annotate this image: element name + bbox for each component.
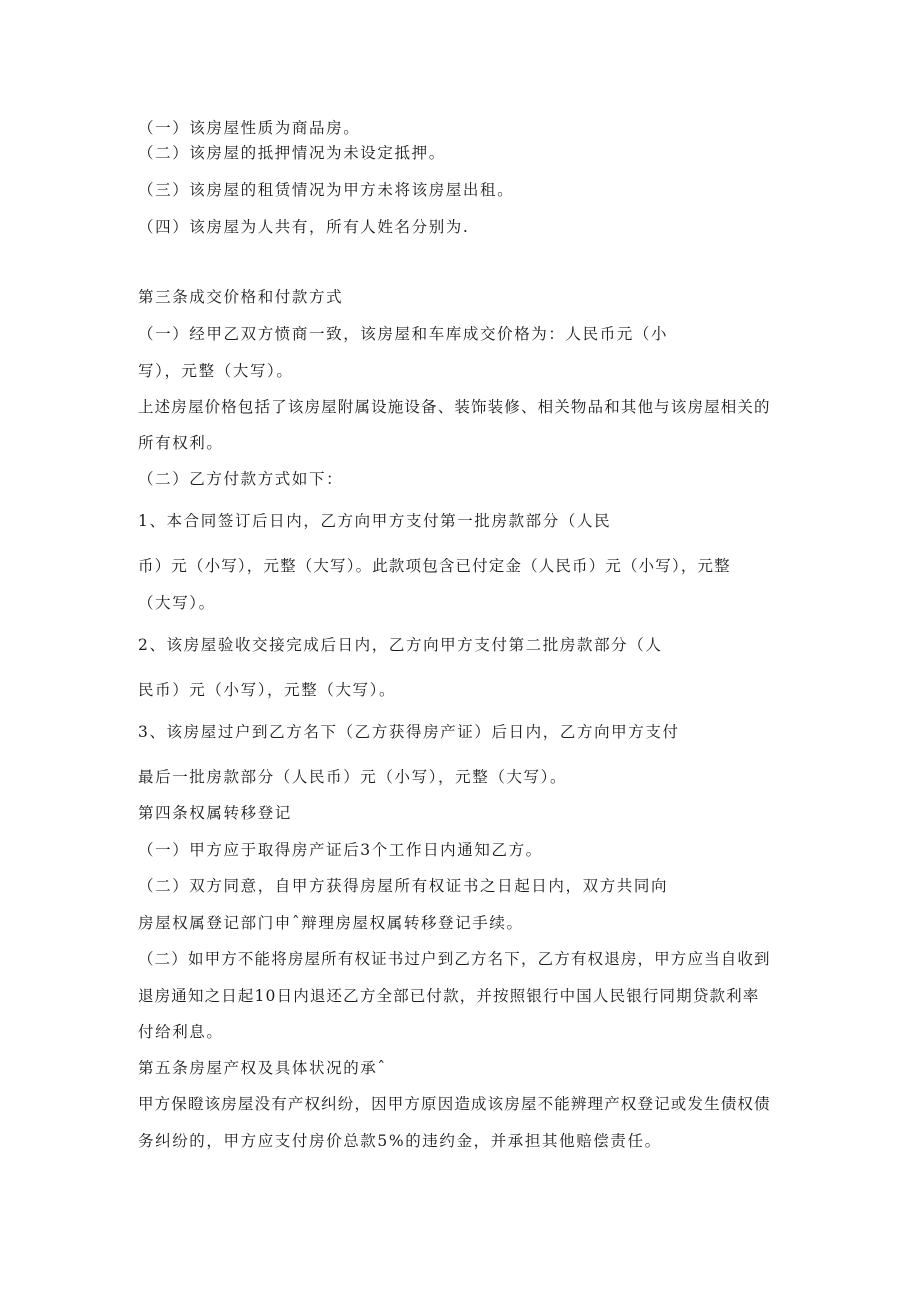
clause-line: 民币）元（小写），元整（大写）。: [138, 681, 397, 699]
clause-line: （大写）。: [138, 594, 216, 612]
section-heading: 第四条权属转移登记: [138, 804, 292, 822]
clause-line: （二）双方同意，自甲方获得房屋所有权证书之日起日内，双方共同向: [138, 877, 669, 895]
clause-line: （二）乙方付款方式如下：: [138, 470, 344, 488]
clause-line: 房屋权属登记部门申ˆ辩理房屋权属转移登记手续。: [138, 914, 524, 932]
clause-line: （三）该房屋的租赁情况为甲方未将该房屋出租。: [138, 181, 515, 199]
clause-line: 上述房屋价格包括了该房屋附属设施设备、装饰装修、相关物品和其他与该房屋相关的: [138, 398, 771, 416]
clause-line: （一）经甲乙双方愤商一致，该房屋和车库成交价格为：人民币元（小: [138, 325, 669, 343]
clause-line: 退房通知之日起10日内退还乙方全部已付款，并按照银行中国人民银行同期贷款利率: [138, 987, 760, 1005]
section-heading: 第三条成交价格和付款方式: [138, 288, 344, 306]
clause-line: 所有权利。: [138, 434, 224, 452]
clause-line: （一）甲方应于取得房产证后3个工作日内通知乙方。: [138, 841, 543, 859]
clause-line: 币）元（小写），元整（大写）。此款项包含已付定金（人民币）元（小写），元整: [138, 557, 731, 575]
clause-line: （四）该房屋为人共有，所有人姓名分别为.: [138, 218, 470, 236]
clause-line: 务纠纷的，甲方应支付房价总款5%的违约金，并承担其他赔偿责任。: [138, 1132, 662, 1150]
clause-line: 最后一批房款部分（人民币）元（小写），元整（大写）。: [138, 768, 568, 786]
clause-line: 2、该房屋验收交接完成后日内，乙方向甲方支付第二批房款部分（人: [138, 636, 663, 654]
clause-line: （二）该房屋的抵押情况为未设定抵押。: [138, 144, 446, 162]
clause-line: 付给利息。: [138, 1023, 224, 1041]
clause-line: 甲方保瞪该房屋没有产权纠纷，因甲方原因造成该房屋不能辨理产权登记或发生债权债: [138, 1095, 771, 1113]
clause-line: （二）如甲方不能将房屋所有权证书过户到乙方名下，乙方有权退房，甲方应当自收到: [138, 950, 771, 968]
clause-line: （一）该房屋性质为商品房。: [138, 119, 361, 137]
clause-line: 3、该房屋过户到乙方名下（乙方获得房产证）后日内，乙方向甲方支付: [138, 723, 680, 741]
clause-line: 写），元整（大写）。: [138, 362, 294, 380]
clause-line: 1、本合同签订后日内，乙方向甲方支付第一批房款部分（人民: [138, 512, 612, 530]
section-heading: 第五条房屋产权及具体状况的承ˆ: [138, 1059, 387, 1077]
